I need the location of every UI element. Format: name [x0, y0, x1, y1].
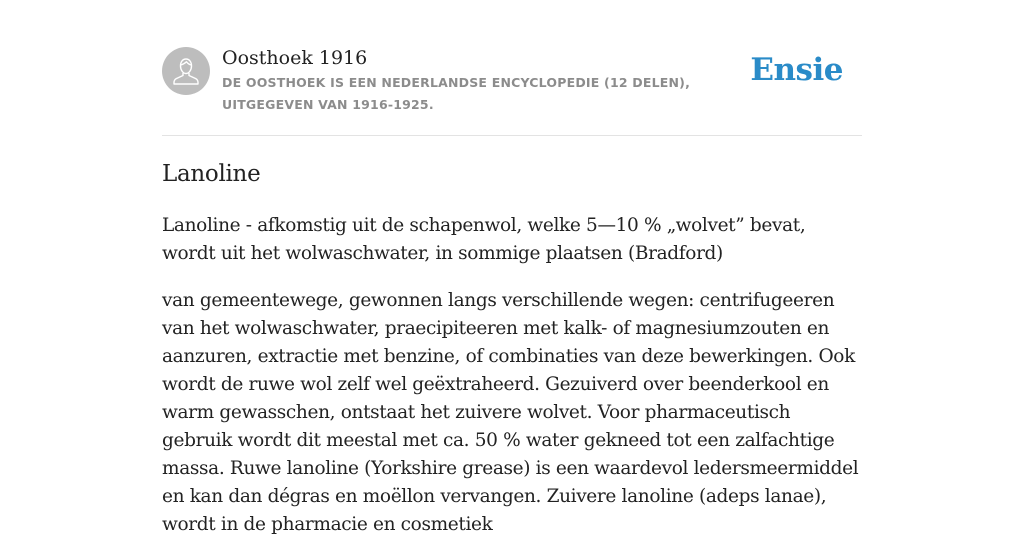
entry-title: Lanoline — [162, 161, 261, 187]
source-header — [162, 46, 862, 136]
user-avatar-icon[interactable] — [162, 47, 210, 95]
header-divider — [162, 135, 862, 136]
user-silhouette-icon — [162, 47, 210, 95]
source-title[interactable]: Oosthoek 1916 — [222, 47, 368, 69]
source-description: DE OOSTHOEK IS EEN NEDERLANDSE ENCYCLOPEDIE (12 DELEN), UITGEGEVEN VAN 1916-1925. — [222, 75, 691, 112]
entry-content — [162, 158, 862, 539]
entry-paragraph: Lanoline - afkomstig uit de schapenwol, welke 5—10 % „wolvet” bevat, wordt uit het wolwaschwater, in sommige plaatsen (Bradford) — [162, 215, 806, 264]
ensie-logo[interactable]: Ensie — [750, 52, 843, 88]
entry-paragraph: van gemeentewege, gewonnen langs verschillende wegen: centrifugeeren van het wolwaschwater, praecipiteeren met kalk- of magnesiumzouten en aanzuren, extractie met benzine, of combinaties van deze bewerkingen. Ook wordt de ruwe wol zelf wel geëxtraheerd. Gezuiverd over beenderkool en warm gewasschen, ontstaat het zuivere wolvet. Voor pharmaceutisch gebruik wordt dit meestal met ca. 50 % water gekneed tot een zalfachtige massa. Ruwe lanoline (Yorkshire grease) is een waardevol ledersmeermiddel en kan dan dégras en moëllon vervangen. Zuivere lanoline (adeps lanae), wordt in de pharmacie en cosmetiek — [162, 290, 859, 535]
